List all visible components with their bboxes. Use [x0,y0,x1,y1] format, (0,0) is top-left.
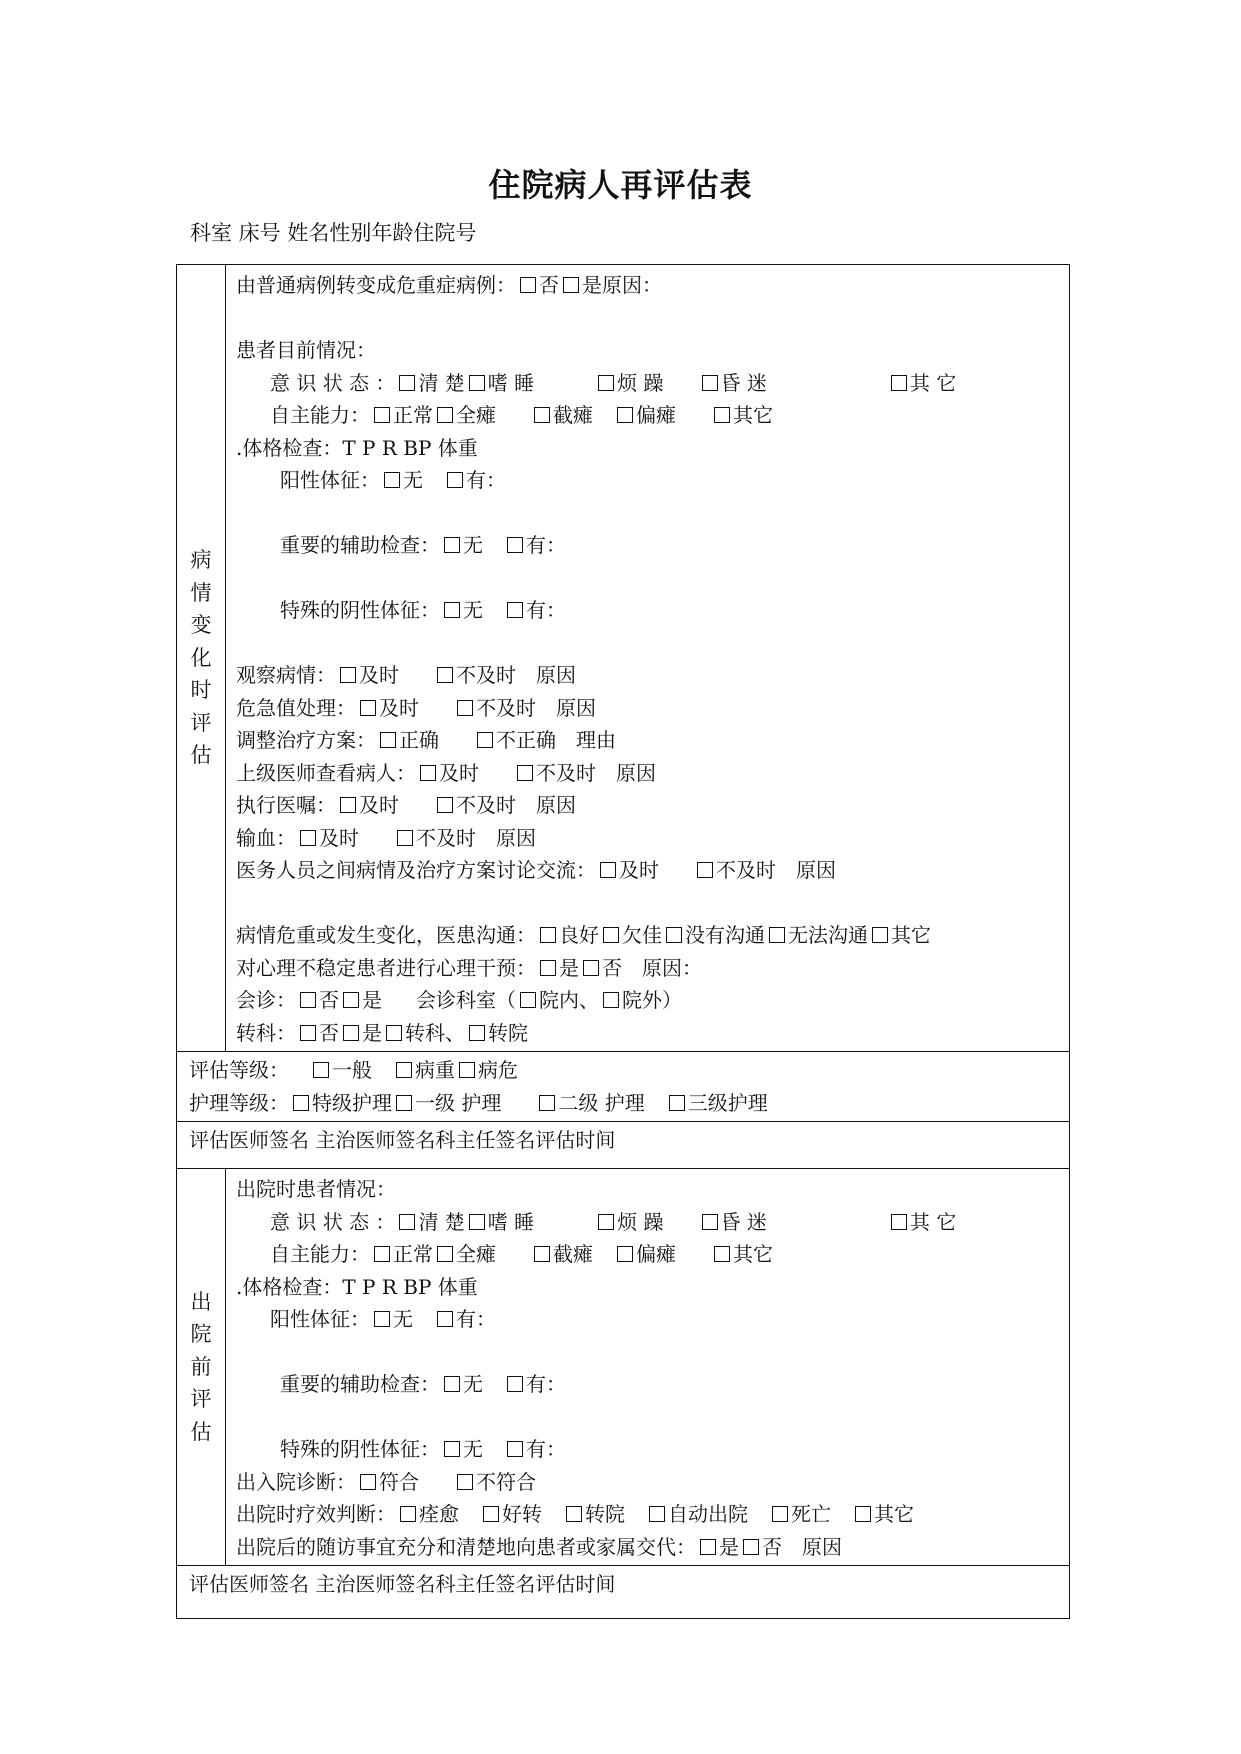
option-have: 有： [526,1437,566,1461]
option-autonomy-other: 其它 [733,403,773,427]
checkbox-transfer-hosp[interactable] [469,1025,485,1041]
option-serious: 病重 [415,1058,455,1082]
option-none: 无 [463,1372,483,1396]
reason-label: 原因 [796,858,836,882]
checkbox-clear[interactable] [399,1214,415,1230]
discharge-status-row [236,1173,1063,1206]
checkbox-grade-general[interactable] [313,1062,329,1078]
option-timely: 及时 [359,663,399,687]
checkbox-followup-no[interactable] [743,1539,759,1555]
justification-label: 理由 [576,728,616,752]
execute-orders-row [236,789,1063,822]
checkbox-positive-have[interactable] [447,472,463,488]
autonomy-label: 自主能力： [270,403,370,427]
checkbox-positive-have[interactable] [437,1311,453,1327]
checkbox-coma[interactable] [702,375,718,391]
transfer-row [236,1017,1063,1050]
checkbox-hemiplegia[interactable] [617,1246,633,1262]
checkbox-convert-no[interactable] [520,277,536,293]
option-coma: 昏 迷 [720,1209,767,1234]
care-grade-line [189,1087,1057,1120]
option-yes: 是 [559,955,579,980]
consciousness-row [236,1206,1063,1239]
checkbox-superior-timely[interactable] [420,765,436,781]
option-have: 有： [456,1307,496,1331]
reason-label: 原因 [616,760,656,785]
checkbox-normal[interactable] [374,1246,390,1262]
checkbox-care-first[interactable] [396,1095,412,1111]
option-not-timely: 不及时 [536,760,596,785]
option-clear: 清 楚 [418,1209,465,1234]
signature-cell [177,1566,1070,1619]
option-transfer-hosp: 转院 [488,1020,528,1045]
aux-exam-row [236,529,1063,562]
section-content [226,1169,1070,1566]
checkbox-comm-poor[interactable] [603,927,619,943]
option-third-care: 三级护理 [687,1090,768,1115]
option-none: 无 [463,1437,483,1461]
checkbox-convert-yes[interactable] [563,277,579,293]
reason-label: 原因 [496,825,536,850]
communication-row [236,919,1063,952]
option-timely: 及时 [619,858,659,882]
checkbox-care-special[interactable] [293,1095,309,1111]
checkbox-positive-none[interactable] [374,1311,390,1327]
checkbox-eff-self-discharge[interactable] [649,1506,665,1522]
aux-exam-label: 重要的辅助检查： [280,1372,440,1396]
option-second-care: 二级 护理 [558,1090,645,1115]
signature-cell [177,1122,1070,1169]
option-paraplegia: 截瘫 [553,1242,593,1266]
checkbox-autonomy-other[interactable] [714,407,730,423]
option-not-timely: 不及时 [456,793,516,817]
checkbox-other[interactable] [891,375,907,391]
option-have: 有： [526,533,566,557]
checkbox-aux-none[interactable] [444,1376,460,1392]
section-side-cell [177,1169,226,1566]
consult-dept-label: 会诊科室（ [416,988,516,1012]
option-irritable: 烦 躁 [617,370,664,395]
discharge-status-label: 出院时患者情况： [236,1177,396,1201]
checkbox-irritable[interactable] [598,375,614,391]
efficacy-label: 出院时疗效判断： [236,1502,396,1526]
reason-label: 原因 [536,793,576,817]
option-transfer-dept: 转科、 [405,1020,465,1045]
physical-exam-label: .体格检查：T P R BP 体重 [236,435,478,460]
option-drowsy: 嗜 睡 [487,1209,535,1234]
option-timely: 及时 [319,825,359,850]
option-have: 有： [466,468,506,492]
checkbox-orders-timely[interactable] [340,797,356,813]
checkbox-followup-yes[interactable] [700,1539,716,1555]
observe-row [236,659,1063,692]
option-special-care: 特级护理 [312,1090,392,1115]
option-not-timely: 不及时 [416,825,476,850]
checkbox-consult-yes[interactable] [343,992,359,1008]
signature-row-1 [177,1122,1070,1169]
followup-row [236,1531,1063,1564]
option-have: 有： [526,1372,566,1396]
option-not-timely: 不及时 [476,695,536,720]
option-death: 死亡 [791,1502,831,1526]
option-clear: 清 楚 [418,370,465,395]
positive-signs-label: 阳性体征： [270,1307,370,1331]
psych-row [236,952,1063,985]
checkbox-neg-none[interactable] [444,1441,460,1457]
checkbox-eff-transferred[interactable] [566,1506,582,1522]
checkbox-psych-yes[interactable] [540,960,556,976]
consciousness-label: 意 识 状 态 ： [270,370,396,395]
current-status-row [236,334,1063,367]
option-coma: 昏 迷 [720,370,767,395]
grade-row [177,1052,1070,1122]
section-side-label-discharge: 出院前评估 [190,1289,212,1444]
psych-label: 对心理不稳定患者进行心理干预： [236,955,536,980]
checkbox-diag-not-match[interactable] [457,1474,473,1490]
option-normal: 正常 [393,1242,433,1266]
checkbox-full-paralysis[interactable] [437,1246,453,1262]
option-no: 否 [539,273,559,297]
checkbox-plan-incorrect[interactable] [477,732,493,748]
checkbox-transfusion-not-timely[interactable] [397,830,413,846]
transfusion-label: 输血： [236,825,296,850]
option-general: 一般 [332,1058,372,1082]
diagnosis-label: 出入院诊断： [236,1469,356,1494]
checkbox-diag-match[interactable] [360,1474,376,1490]
signature-line: 评估医师签名 主治医师签名科主任签名评估时间 [189,1572,616,1596]
option-hemiplegia: 偏瘫 [636,1242,676,1266]
checkbox-care-third[interactable] [669,1095,685,1111]
option-other: 其 它 [909,1209,957,1234]
section-side-cell [177,265,226,1052]
option-full-paralysis: 全瘫 [456,403,496,427]
checkbox-grade-critical[interactable] [459,1062,475,1078]
checkbox-normal[interactable] [374,407,390,423]
checkbox-consult-no[interactable] [300,992,316,1008]
checkbox-superior-not-timely[interactable] [517,765,533,781]
signature-line: 评估医师签名 主治医师签名科主任签名评估时间 [189,1128,616,1152]
care-grade-label: 护理等级： [189,1090,289,1115]
checkbox-coma[interactable] [702,1214,718,1230]
superior-check-row [236,757,1063,790]
checkbox-neg-have[interactable] [507,602,523,618]
option-other: 其 它 [909,370,957,395]
checkbox-discuss-not-timely[interactable] [697,862,713,878]
checkbox-eff-cured[interactable] [400,1506,416,1522]
option-not-match: 不符合 [476,1469,536,1494]
reason-label: 原因 [536,663,576,687]
diagnosis-row [236,1466,1063,1499]
autonomy-row [236,399,1063,432]
option-yes: 是 [719,1534,739,1559]
section-content [226,265,1070,1052]
option-paraplegia: 截瘫 [553,403,593,427]
eval-grade-label: 评估等级： [189,1058,289,1082]
grade-cell [177,1052,1070,1122]
checkbox-full-paralysis[interactable] [437,407,453,423]
checkbox-irritable[interactable] [598,1214,614,1230]
option-hemiplegia: 偏瘫 [636,403,676,427]
option-irritable: 烦 躁 [617,1209,664,1234]
checkbox-aux-have[interactable] [507,537,523,553]
checkbox-discuss-timely[interactable] [600,862,616,878]
checkbox-other[interactable] [891,1214,907,1230]
option-full-paralysis: 全瘫 [456,1242,496,1266]
physical-exam-label: .体格检查：T P R BP 体重 [236,1274,478,1299]
checkbox-consult-inhospital[interactable] [520,992,536,1008]
option-first-care: 一级 护理 [415,1090,502,1115]
current-status-label: 患者目前情况： [236,338,376,362]
option-have: 有： [526,598,566,622]
option-normal: 正常 [393,403,433,427]
negative-signs-row [236,1433,1063,1466]
option-good: 良好 [559,923,599,947]
checkbox-grade-serious[interactable] [396,1062,412,1078]
reason-label: 原因 [556,695,596,720]
eval-grade-line [189,1054,1057,1087]
checkbox-paraplegia[interactable] [534,1246,550,1262]
checkbox-comm-other[interactable] [872,927,888,943]
physical-exam-row [236,1271,1063,1304]
consult-label: 会诊： [236,988,296,1012]
option-other: 其它 [891,923,931,947]
aux-exam-row [236,1368,1063,1401]
signature-row-2 [177,1566,1070,1619]
communication-label: 病情危重或发生变化，医患沟通： [236,923,536,947]
option-self-discharge: 自动出院 [668,1502,748,1526]
checkbox-consult-outhospital[interactable] [603,992,619,1008]
checkbox-paraplegia[interactable] [534,407,550,423]
section-discharge [177,1169,1070,1566]
option-inhospital: 院内、 [539,988,599,1012]
option-none: 无 [463,598,483,622]
autonomy-label: 自主能力： [270,1242,370,1266]
section-condition-change [177,265,1070,1052]
checkbox-autonomy-other[interactable] [714,1246,730,1262]
checkbox-drowsy[interactable] [469,375,485,391]
adjust-plan-row [236,724,1063,757]
option-yes: 是 [362,988,382,1012]
option-not-timely: 不及时 [716,858,776,882]
option-improved: 好转 [502,1502,542,1526]
checkbox-transfusion-timely[interactable] [300,830,316,846]
superior-check-label: 上级医师查看病人： [236,760,416,785]
checkbox-critical-timely[interactable] [360,700,376,716]
option-incorrect: 不正确 [496,728,556,752]
negative-signs-label: 特殊的阴性体征： [280,598,440,622]
option-no: 否 [319,1020,339,1045]
checkbox-transfer-dept[interactable] [386,1025,402,1041]
checkbox-transfer-no[interactable] [300,1025,316,1041]
checkbox-comm-unable[interactable] [769,927,785,943]
option-poor: 欠佳 [622,923,662,947]
assessment-table [176,264,1070,1619]
option-autonomy-other: 其它 [733,1242,773,1266]
transfer-label: 转科： [236,1020,296,1045]
transfusion-row [236,822,1063,855]
checkbox-neg-none[interactable] [444,602,460,618]
option-outhospital: 院外） [622,988,682,1012]
option-correct: 正确 [399,728,439,752]
checkbox-hemiplegia[interactable] [617,407,633,423]
positive-signs-row [236,1303,1063,1336]
checkbox-clear[interactable] [399,375,415,391]
option-none: 无 [393,1307,413,1331]
option-no-comm: 没有沟通 [685,923,765,947]
option-cured: 痊愈 [419,1502,459,1526]
option-transferred: 转院 [585,1502,625,1526]
checkbox-comm-good[interactable] [540,927,556,943]
checkbox-eff-death[interactable] [772,1506,788,1522]
physical-exam-row [236,432,1063,465]
option-yes: 是 [362,1020,382,1045]
checkbox-neg-have[interactable] [507,1441,523,1457]
followup-label: 出院后的随访事宜充分和清楚地向患者或家属交代： [236,1534,696,1559]
checkbox-aux-have[interactable] [507,1376,523,1392]
staff-discuss-label: 医务人员之间病情及治疗方案讨论交流： [236,858,596,882]
form-title: 住院病人再评估表 [488,166,753,204]
reason-label: 原因 [802,1534,842,1559]
option-timely: 及时 [379,695,419,720]
critical-value-row [236,692,1063,725]
staff-discuss-row [236,854,1063,887]
checkbox-eff-improved[interactable] [483,1506,499,1522]
checkbox-transfer-yes[interactable] [343,1025,359,1041]
convert-label: 由普通病例转变成危重症病例： [236,273,516,297]
patient-info-line: 科室 床号 姓名性别年龄住院号 [190,221,477,245]
option-drowsy: 嗜 睡 [487,370,535,395]
checkbox-observe-timely[interactable] [340,667,356,683]
negative-signs-label: 特殊的阴性体征： [280,1437,440,1461]
checkbox-psych-no[interactable] [583,960,599,976]
option-timely: 及时 [359,793,399,817]
checkbox-critical-not-timely[interactable] [457,700,473,716]
positive-signs-label: 阳性体征： [280,468,380,492]
option-other: 其它 [874,1502,914,1526]
checkbox-drowsy[interactable] [469,1214,485,1230]
consciousness-row [236,367,1063,400]
convert-critical-row [236,269,1063,302]
negative-signs-row [236,594,1063,627]
consciousness-label: 意 识 状 态 ： [270,1209,396,1234]
checkbox-eff-other[interactable] [855,1506,871,1522]
checkbox-positive-none[interactable] [384,472,400,488]
option-match: 符合 [379,1469,419,1494]
option-no: 否 [762,1534,782,1559]
aux-exam-label: 重要的辅助检查： [280,533,440,557]
consult-row [236,984,1063,1017]
reason-label: 原因： [642,955,702,980]
checkbox-aux-none[interactable] [444,537,460,553]
option-yes-reason: 是原因： [582,273,662,297]
autonomy-row [236,1238,1063,1271]
critical-value-label: 危急值处理： [236,695,356,720]
option-none: 无 [403,468,423,492]
positive-signs-row [236,464,1063,497]
checkbox-orders-not-timely[interactable] [437,797,453,813]
option-critical: 病危 [478,1058,518,1082]
option-none: 无 [463,533,483,557]
checkbox-comm-none[interactable] [666,927,682,943]
execute-orders-label: 执行医嘱： [236,793,336,817]
checkbox-plan-correct[interactable] [380,732,396,748]
option-no: 否 [319,988,339,1012]
adjust-plan-label: 调整治疗方案： [236,728,376,752]
option-no: 否 [602,955,622,980]
efficacy-row [236,1498,1063,1531]
section-side-label-condition-change: 病情变化时评估 [190,548,212,768]
observe-label: 观察病情： [236,663,336,687]
checkbox-observe-not-timely[interactable] [437,667,453,683]
checkbox-care-second[interactable] [539,1095,555,1111]
option-unable-comm: 无法沟通 [788,923,868,947]
option-not-timely: 不及时 [456,663,516,687]
option-timely: 及时 [439,760,479,785]
